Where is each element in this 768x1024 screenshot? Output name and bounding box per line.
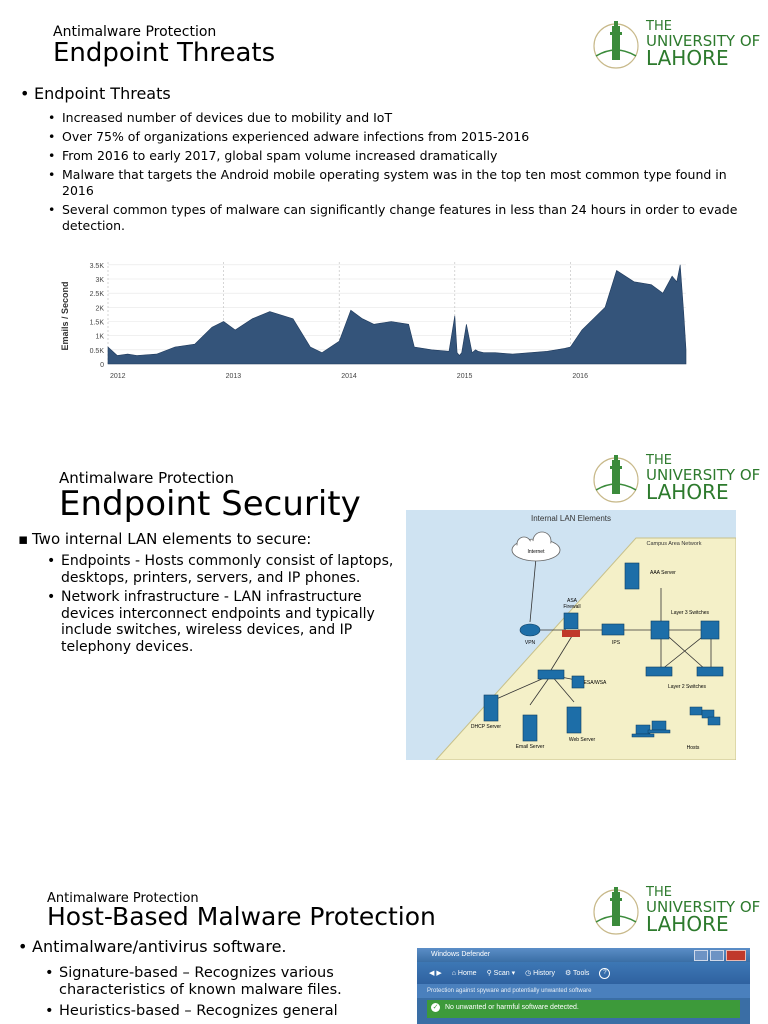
slide-title: Host-Based Malware Protection (47, 902, 436, 931)
slide-title: Endpoint Security (59, 484, 361, 524)
layer3-switches-label: Layer 3 Switches (670, 610, 710, 616)
toolbar-history-label: History (533, 970, 555, 977)
aaa-server-label: AAA Server (650, 570, 676, 576)
firewall-label: Firewall (563, 604, 581, 610)
status-banner (427, 1000, 740, 1018)
logo-line-lahore: LAHORE (646, 46, 729, 70)
slide-host-based-protection (0, 880, 768, 1024)
toolbar-home[interactable]: ⌂ Home (451, 969, 477, 977)
crest-icon (590, 884, 642, 936)
list-item-text: Heuristics-based – Recognizes general (59, 1003, 338, 1019)
toolbar-scan-label: Scan (493, 970, 510, 977)
list-item-text: Endpoints - Hosts commonly consist of laptops, desktops, printers, servers, and IP phones. (61, 553, 394, 586)
list-item-text: Malware that targets the Android mobile operating system was in the top ten most common type found in 2016 (62, 167, 727, 198)
window-status-text: Protection against spyware and potentially unwanted software (417, 984, 750, 998)
list-item (46, 129, 746, 145)
windows-defender-window (417, 948, 750, 1024)
toolbar-scan[interactable]: ⚲ Scan ▾ (486, 970, 516, 977)
vpn-router-icon (520, 624, 540, 636)
toolbar-help[interactable] (599, 968, 610, 979)
chart-x-tick-label: 2013 (225, 373, 242, 380)
main-bullet-text: Antimalware/antivirus software. (32, 937, 287, 956)
main-bullet (16, 530, 396, 548)
list-item-text: Over 75% of organizations experienced adware infections from 2015-2016 (62, 129, 530, 144)
list-item (43, 965, 373, 999)
list-item-text: Signature-based – Recognizes various characteristics of known malware files. (59, 965, 342, 998)
logo-line-the: THE (646, 19, 672, 34)
aaa-server-icon (625, 563, 639, 589)
toolbar-help-label: ? (603, 970, 607, 976)
asa-label: ASA (566, 598, 578, 604)
maximize-button[interactable] (710, 950, 724, 961)
university-logo (590, 18, 761, 74)
slide-endpoint-security (0, 440, 768, 800)
toolbar-tools-label: Tools (573, 970, 590, 977)
chart-x-tick-label: 2016 (572, 373, 588, 380)
window-toolbar (417, 962, 750, 984)
ips-icon (602, 624, 624, 635)
layer2-switches-label: Layer 2 Switches (667, 684, 707, 690)
window-title: Windows Defender (431, 951, 491, 958)
diagram-campus-label: Campus Area Network (646, 541, 702, 547)
toolbar-history[interactable]: ◷ History (525, 970, 555, 977)
chart-y-tick-label: 3.5K (89, 262, 104, 270)
logo-line-lahore: LAHORE (646, 480, 729, 504)
main-bullet (18, 84, 758, 103)
chart-y-tick-label: 0.5K (89, 347, 104, 355)
slide-title: Endpoint Threats (53, 38, 276, 68)
slide-subtitle: Antimalware Protection (53, 24, 217, 40)
list-item (46, 110, 746, 126)
chart-y-axis-label: Emails / Second (60, 281, 70, 351)
chart-y-tick-label: 1.5K (89, 319, 104, 327)
firewall-icon (562, 613, 580, 637)
logo-line-university: UNIVERSITY OF (646, 466, 761, 484)
email-server-icon (523, 715, 537, 741)
list-item-text: From 2016 to early 2017, global spam volume increased dramatically (62, 148, 498, 163)
chart-x-tick-label: 2014 (341, 373, 357, 380)
close-button[interactable] (726, 950, 746, 961)
list-item (46, 202, 746, 234)
vpn-label: VPN (524, 640, 536, 646)
crest-icon (590, 18, 642, 70)
hosts-label: Hosts (686, 745, 700, 751)
dhcp-server-label: DHCP Server (470, 724, 502, 730)
slide-subtitle: Antimalware Protection (59, 469, 234, 487)
list-item-text: Network infrastructure - LAN infrastructure devices interconnect endpoints and typically include switches, wireless devices, and IP telephony devices. (61, 589, 375, 655)
university-logo (590, 452, 761, 508)
list-item (46, 148, 746, 164)
university-logo (590, 884, 761, 940)
logo-line-the: THE (646, 453, 672, 468)
check-icon: ✓ (432, 1004, 439, 1011)
window-titlebar (417, 948, 750, 962)
list-item (43, 1003, 373, 1020)
chart-x-tick-label: 2012 (110, 373, 126, 380)
chart-y-tick-label: 1K (95, 333, 104, 341)
logo-line-the: THE (646, 885, 672, 900)
slide-endpoint-threats (0, 0, 768, 400)
crest-icon (590, 452, 642, 504)
esa-wsa-icon (572, 676, 584, 688)
main-bullet-text: Endpoint Threats (34, 84, 171, 103)
main-bullet-text: Two internal LAN elements to secure: (32, 530, 312, 548)
web-server-icon (567, 707, 581, 733)
chart-x-tick-label: 2015 (456, 373, 473, 380)
logo-line-university: UNIVERSITY OF (646, 898, 761, 916)
toolbar-home-label: Home (457, 969, 477, 977)
internal-lan-diagram (406, 510, 736, 760)
list-item (46, 167, 746, 199)
diagram-title: Internal LAN Elements (530, 514, 612, 523)
esa-wsa-label: ESA/WSA (583, 680, 607, 686)
email-server-label: Email Server (515, 744, 545, 750)
list-item-text: Several common types of malware can significantly change features in less than 24 hours in order to evade detection. (62, 202, 738, 233)
chart-series-area (108, 265, 686, 364)
dhcp-server-icon (484, 695, 498, 721)
back-button[interactable]: ◀ ▶ (429, 970, 442, 977)
toolbar-tools[interactable]: ⚙ Tools (564, 970, 590, 977)
chart-y-tick-label: 2.5K (89, 291, 104, 299)
spam-volume-chart (52, 252, 712, 392)
minimize-button[interactable] (694, 950, 708, 961)
slide-subtitle: Antimalware Protection (47, 891, 199, 906)
internet-label: Internet (527, 549, 545, 555)
chart-y-tick-label: 3K (95, 277, 104, 284)
chart-y-tick-label: 0 (100, 362, 104, 369)
main-bullet (16, 937, 416, 956)
web-server-label: Web Server (568, 737, 596, 743)
logo-line-university: UNIVERSITY OF (646, 32, 761, 50)
logo-line-lahore: LAHORE (646, 912, 729, 936)
chart-y-tick-label: 2K (95, 305, 104, 313)
access-switch-icon (538, 670, 564, 679)
list-item-text: Increased number of devices due to mobility and IoT (62, 110, 393, 125)
list-item (45, 589, 395, 655)
list-item (45, 553, 395, 586)
status-banner-text: No unwanted or harmful software detected. (445, 1004, 579, 1011)
ips-label: IPS (611, 640, 621, 646)
